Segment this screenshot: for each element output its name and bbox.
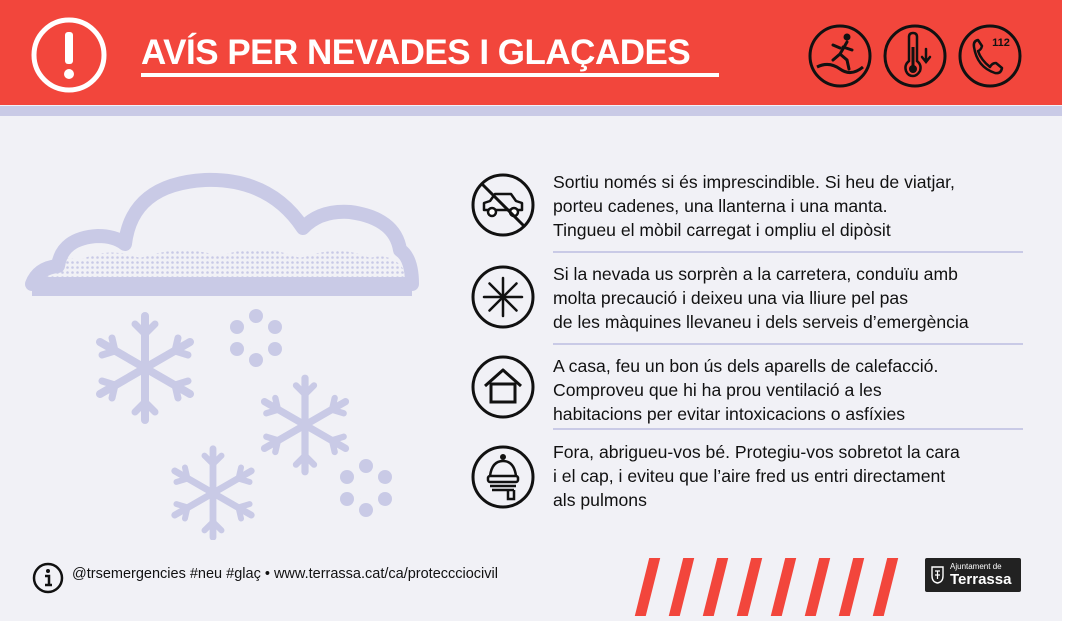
tip-text: Sortiu només si és imprescindible. Si heu de viatjar, porteu cadenes, una llanterna i una manta. Tingueu el mòbil carregat i ompliu el dipòsit <box>553 172 955 240</box>
snow-cloud-illustration <box>20 140 420 540</box>
divider <box>553 428 1023 430</box>
logo-line-top: Ajuntament de <box>950 562 1002 571</box>
divider <box>553 251 1023 253</box>
footer-links: @trsemergencies #neu #glaç • www.terrassa.cat/ca/proteccciocivil <box>72 566 498 582</box>
thermometer-down-icon <box>882 23 948 89</box>
no-car-icon <box>470 172 536 238</box>
logo-line-bottom: Terrassa <box>950 571 1012 588</box>
house-icon <box>470 354 536 420</box>
page-title: AVÍS PER NEVADES I GLAÇADES <box>141 33 691 72</box>
tip-text: Si la nevada us sorprèn a la carretera, conduïu amb molta precaució i deixeu una via lliure pel pas de les màquines llevaneu i dels serveis d’emergència <box>553 264 969 332</box>
header-stripe <box>0 106 1062 116</box>
shield-icon <box>931 566 944 584</box>
terrassa-logo <box>925 558 1021 592</box>
skating-icon <box>807 23 873 89</box>
tip-text: A casa, feu un bon ús dels aparells de calefacció. Comproveu que hi ha prou ventilació a les habitacions per evitar intoxicacions o asfíxies <box>553 356 939 424</box>
divider <box>553 343 1023 345</box>
title-underline <box>141 73 719 77</box>
phone-112-icon <box>957 23 1023 89</box>
snowflake-icon <box>470 264 536 330</box>
phone-number: 112 <box>992 37 1010 49</box>
tip-text: Fora, abrigueu-vos bé. Protegiu-vos sobretot la cara i el cap, i eviteu que l’aire fred us entri directament als pulmons <box>553 442 960 510</box>
winter-hat-icon <box>470 444 536 510</box>
alert-icon <box>30 16 108 94</box>
info-icon <box>32 562 64 594</box>
